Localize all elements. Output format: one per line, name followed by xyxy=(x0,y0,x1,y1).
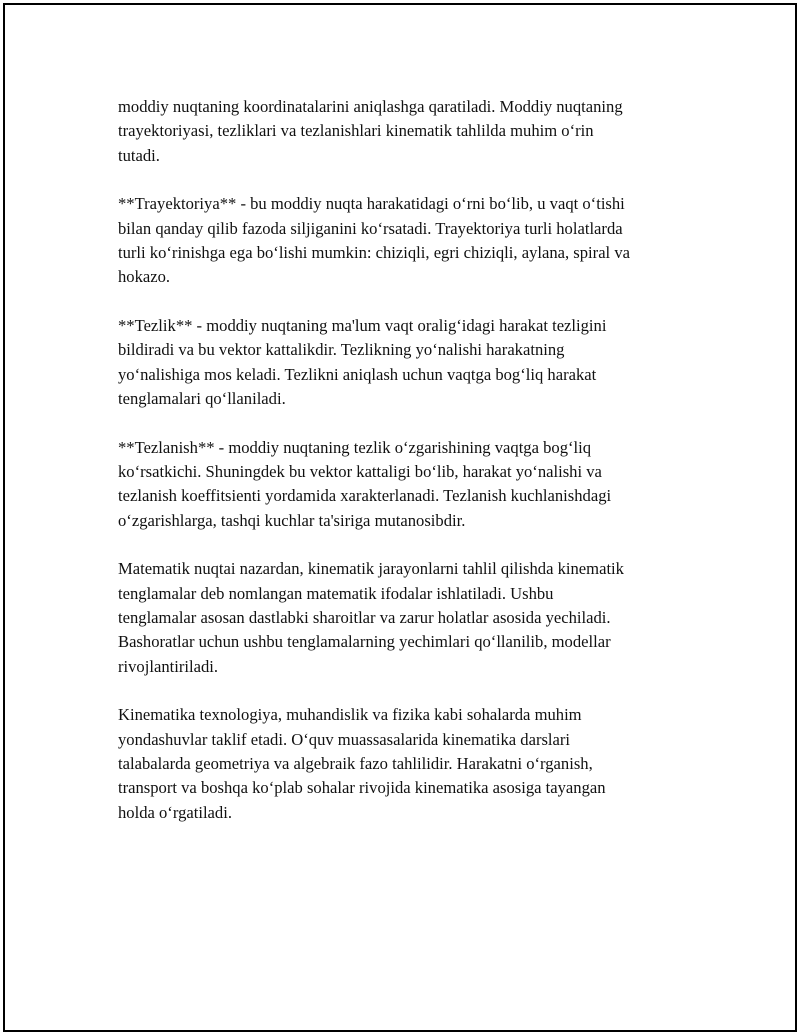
paragraph-velocity: **Tezlik** - moddiy nuqtaning ma'lum vaqt oralig‘idagi harakat tezligini bildiradi va bu vektor kattalikdir. Tezlikning yo‘nalishi harakatning yo‘nalishiga mos keladi. Tezlikni aniqlash uchun vaqtga bog‘liq harakat tenglamalari qo‘llaniladi. xyxy=(118,316,607,408)
paragraph-acceleration: **Tezlanish** - moddiy nuqtaning tezlik o‘zgarishining vaqtga bog‘liq ko‘rsatkichi. Shuningdek bu vektor kattaligi bo‘lib, harakat yo‘nalishi va tezlanish koeffitsienti yordamida xarakterlanadi. Tezlanish kuchlanishdagi o‘zgarishlarga, tashqi kuchlar ta'siriga mutanosibdir. xyxy=(118,437,612,530)
paragraph-applications: Kinematika texnologiya, muhandislik va fizika kabi sohalarda muhim yondashuvlar taklif etadi. O‘quv muassasalarida kinematika darslari talabalarda geometriya va algebraik fazo tahlilidir. Harakatni o‘rganish, transport va boshqa ko‘plab sohalar rivojida kinematika asosiga tayangan holda o‘rgatiladi. xyxy=(118,705,606,822)
document-page xyxy=(3,3,797,1032)
paragraph-mathematical-view: Matematik nuqtai nazardan, kinematik jarayonlarni tahlil qilishda kinematik tenglamalar deb nomlangan matematik ifodalar ishlatiladi. Ushbu tenglamalar asosan dastlabki sharoitlar va zarur holatlar asosida yechiladi. Bashoratlar uchun ushbu tenglamalarning yechimlari qo‘llanilib, modellar rivojlantiriladi. xyxy=(118,559,624,676)
document-body xyxy=(118,95,698,849)
paragraph-trajectory: **Trayektoriya** - bu moddiy nuqta harakatidagi o‘rni bo‘lib, u vaqt o‘tishi bilan qanday qilib fazoda siljiganini ko‘rsatadi. Trayektoriya turli holatlarda turli ko‘rinishga ega bo‘lishi mumkin: chiziqli, egri chiziqli, aylana, spiral va hokazo. xyxy=(118,194,630,287)
paragraph-intro: moddiy nuqtaning koordinatalarini aniqlashga qaratiladi. Moddiy nuqtaning trayektoriyasi, tezliklari va tezlanishlari kinematik tahlilda muhim o‘rin tutadi. xyxy=(118,97,623,165)
